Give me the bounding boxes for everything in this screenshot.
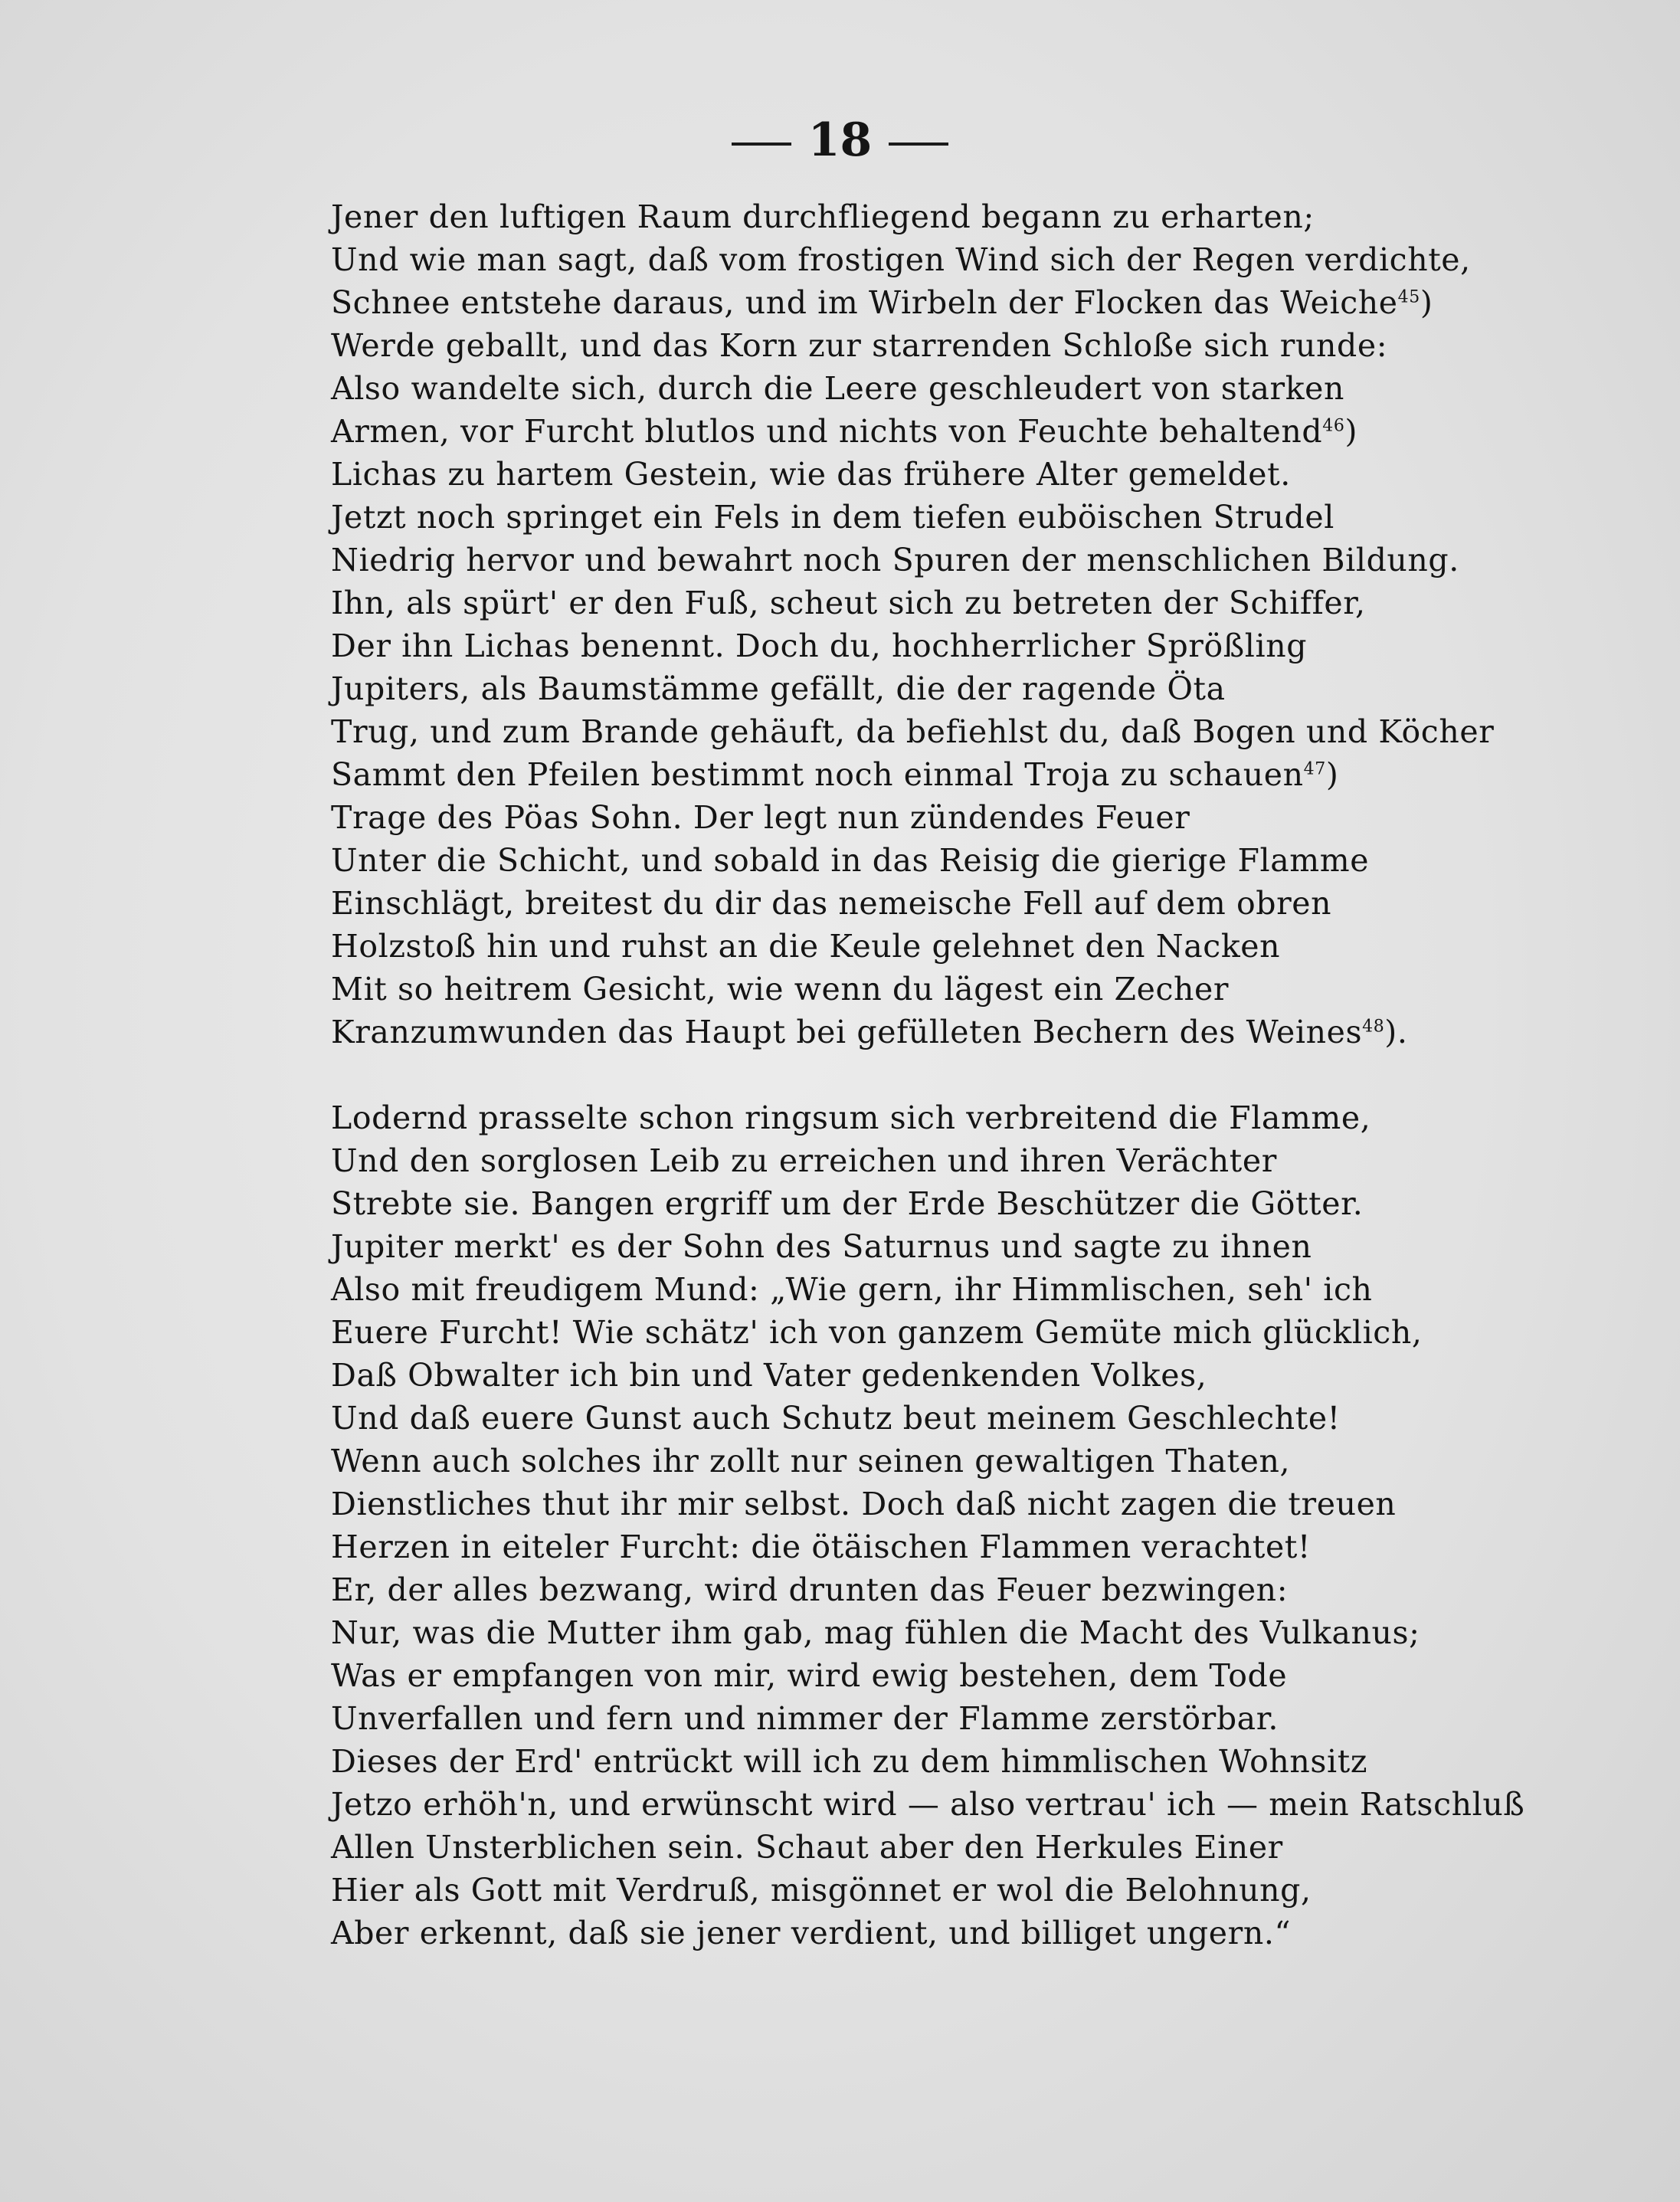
verse-text: Dienstliches thut ihr mir selbst. Doch daß nicht zagen die treuen bbox=[331, 1486, 1397, 1522]
verse-text: Niedrig hervor und bewahrt noch Spuren der menschlichen Bildung. bbox=[331, 542, 1459, 578]
verse-line bbox=[331, 1826, 1327, 1869]
verse-line bbox=[331, 1611, 1420, 1654]
verse-text: Aber erkennt, daß sie jener verdient, und billiget ungern.“ bbox=[331, 1915, 1292, 1951]
verse-text: Jetzo erhöh'n, und erwünscht wird — also vertrau' ich — mein Ratschluß bbox=[331, 1786, 1525, 1823]
verse-line bbox=[331, 624, 1327, 667]
verse-line bbox=[331, 1225, 1327, 1268]
page-header bbox=[0, 113, 1680, 167]
verse-line bbox=[331, 281, 1433, 324]
verse-text: Allen Unsterblichen sein. Schaut aber den Herkules Einer bbox=[331, 1829, 1283, 1866]
verse-text: Also mit freudigem Mund: „Wie gern, ihr Himmlischen, seh' ich bbox=[331, 1271, 1373, 1308]
verse-line bbox=[331, 1869, 1327, 1912]
verse-text: Euere Furcht! Wie schätz' ich von ganzem Gemüte mich glücklich, bbox=[331, 1314, 1423, 1351]
verse-line bbox=[331, 582, 1366, 624]
verse-line bbox=[331, 410, 1358, 453]
verse-line bbox=[331, 453, 1327, 496]
verse-line bbox=[331, 1654, 1327, 1697]
verse-line bbox=[331, 925, 1327, 968]
verse-text: Und wie man sagt, daß vom frostigen Wind sich der Regen verdichte, bbox=[331, 241, 1471, 278]
footnote-ref: 45 bbox=[1397, 287, 1420, 307]
verse-text: Und daß euere Gunst auch Schutz beut meinem Geschlechte! bbox=[331, 1400, 1341, 1437]
footnote-paren: ) bbox=[1325, 756, 1339, 793]
verse-line bbox=[331, 1096, 1371, 1139]
verse-text: Was er empfangen von mir, wird ewig bestehen, dem Tode bbox=[331, 1657, 1288, 1694]
footnote-ref: 46 bbox=[1322, 416, 1345, 436]
verse-text: Der ihn Lichas benennt. Doch du, hochherrlicher Sprößling bbox=[331, 628, 1308, 664]
verse-text: Nur, was die Mutter ihm gab, mag fühlen die Macht des Vulkanus; bbox=[331, 1614, 1420, 1651]
verse-line bbox=[331, 710, 1495, 753]
verse-line bbox=[331, 667, 1327, 710]
footnote-paren: ). bbox=[1384, 1014, 1408, 1050]
verse-text: Ihn, als spürt' er den Fuß, scheut sich zu betreten der Schiffer, bbox=[331, 585, 1366, 621]
verse-text: Unter die Schicht, und sobald in das Reisig die gierige Flamme bbox=[331, 842, 1370, 879]
verse-line bbox=[331, 1525, 1327, 1568]
verse-line bbox=[331, 882, 1332, 925]
verse-line bbox=[331, 1783, 1525, 1826]
verse-line bbox=[331, 1268, 1373, 1311]
verse-text: Er, der alles bezwang, wird drunten das Feuer bezwingen: bbox=[331, 1571, 1289, 1608]
verse-text: Also wandelte sich, durch die Leere geschleudert von starken bbox=[331, 370, 1345, 407]
verse-text: Daß Obwalter ich bin und Vater gedenkenden Volkes, bbox=[331, 1357, 1207, 1394]
verse-text: Holzstoß hin und ruhst an die Keule gelehnet den Nacken bbox=[331, 928, 1281, 965]
poem-text bbox=[331, 195, 1525, 1955]
verse-line bbox=[331, 367, 1345, 410]
stanza bbox=[331, 195, 1495, 1053]
verse-text: Dieses der Erd' entrückt will ich zu dem himmlischen Wohnsitz bbox=[331, 1743, 1368, 1780]
verse-line bbox=[331, 1483, 1397, 1525]
verse-line bbox=[331, 324, 1388, 367]
verse-line bbox=[331, 1697, 1327, 1740]
verse-line bbox=[331, 753, 1339, 796]
verse-line bbox=[331, 1568, 1327, 1611]
verse-text: Mit so heitrem Gesicht, wie wenn du lägest ein Zecher bbox=[331, 971, 1230, 1008]
verse-text: Einschlägt, breitest du dir das nemeische Fell auf dem obren bbox=[331, 885, 1332, 922]
verse-line bbox=[331, 539, 1459, 582]
verse-text: Trug, und zum Brande gehäuft, da befiehlst du, daß Bogen und Köcher bbox=[331, 713, 1495, 750]
verse-text: Jupiters, als Baumstämme gefällt, die der ragende Öta bbox=[331, 670, 1226, 707]
verse-text: Jener den luftigen Raum durchfliegend begann zu erharten; bbox=[331, 198, 1315, 235]
stanza-gap bbox=[331, 1053, 1327, 1096]
verse-text: Strebte sie. Bangen ergriff um der Erde Beschützer die Götter. bbox=[331, 1185, 1364, 1222]
verse-line bbox=[331, 968, 1327, 1011]
verse-text: Lichas zu hartem Gestein, wie das frühere Alter gemeldet. bbox=[331, 456, 1291, 493]
header-dash-right bbox=[889, 143, 948, 146]
verse-line bbox=[331, 496, 1335, 539]
footnote-ref: 47 bbox=[1303, 759, 1326, 779]
header-dash-left bbox=[732, 143, 791, 146]
verse-text: Jupiter merkt' es der Sohn des Saturnus und sagte zu ihnen bbox=[331, 1228, 1312, 1265]
verse-text: Trage des Pöas Sohn. Der legt nun zündendes Feuer bbox=[331, 799, 1190, 836]
verse-line bbox=[331, 1440, 1327, 1483]
footnote-paren: ) bbox=[1344, 413, 1358, 450]
verse-line bbox=[331, 796, 1327, 839]
verse-line bbox=[331, 1912, 1327, 1955]
verse-text: Armen, vor Furcht blutlos und nichts von Feuchte behaltend bbox=[331, 413, 1323, 450]
verse-text: Sammt den Pfeilen bestimmt noch einmal Troja zu schauen bbox=[331, 756, 1304, 793]
footnote-paren: ) bbox=[1420, 284, 1433, 321]
verse-line bbox=[331, 839, 1370, 882]
verse-text: Werde geballt, und das Korn zur starrenden Schloße sich runde: bbox=[331, 327, 1388, 364]
stanza bbox=[331, 1096, 1525, 1955]
verse-text: Jetzt noch springet ein Fels in dem tiefen euböischen Strudel bbox=[331, 499, 1335, 536]
verse-text: Lodernd prasselte schon ringsum sich verbreitend die Flamme, bbox=[331, 1099, 1371, 1136]
verse-line bbox=[331, 1139, 1327, 1182]
verse-line bbox=[331, 1182, 1364, 1225]
verse-text: Unverfallen und fern und nimmer der Flamme zerstörbar. bbox=[331, 1700, 1279, 1737]
verse-line bbox=[331, 1311, 1423, 1354]
verse-text: Und den sorglosen Leib zu erreichen und ihren Verächter bbox=[331, 1142, 1277, 1179]
verse-line bbox=[331, 1740, 1368, 1783]
verse-text: Hier als Gott mit Verdruß, misgönnet er wol die Belohnung, bbox=[331, 1872, 1312, 1909]
verse-line bbox=[331, 238, 1471, 281]
verse-text: Wenn auch solches ihr zollt nur seinen gewaltigen Thaten, bbox=[331, 1443, 1291, 1479]
verse-text: Kranzumwunden das Haupt bei gefülleten Bechern des Weines bbox=[331, 1014, 1363, 1050]
verse-text: Schnee entstehe daraus, und im Wirbeln der Flocken das Weiche bbox=[331, 284, 1398, 321]
verse-text: Herzen in eiteler Furcht: die ötäischen Flammen verachtet! bbox=[331, 1529, 1312, 1565]
footnote-ref: 48 bbox=[1362, 1017, 1385, 1037]
verse-line bbox=[331, 1354, 1327, 1397]
verse-line bbox=[331, 1397, 1341, 1440]
verse-line bbox=[331, 195, 1327, 238]
page-number: 18 bbox=[807, 113, 873, 167]
verse-line bbox=[331, 1011, 1408, 1053]
